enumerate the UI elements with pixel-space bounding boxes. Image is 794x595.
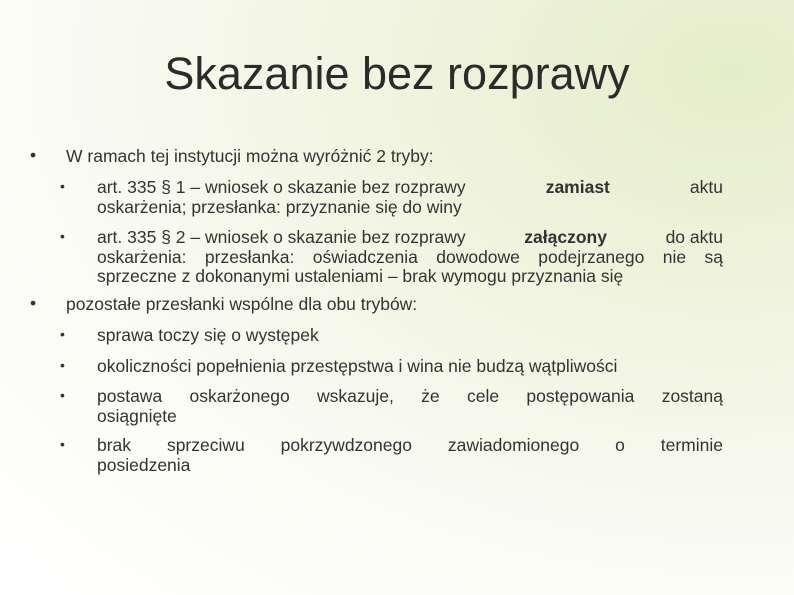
- sub-item-line: [97, 178, 723, 198]
- sub-item-line: postawa oskarżonego wskazuje, że cele postępowania zostaną: [97, 386, 723, 406]
- text-segment: do aktu: [665, 227, 723, 247]
- sub-item-line: [97, 228, 723, 248]
- sub-bullet-icon: •: [60, 436, 65, 452]
- emphasis-text: zamiast: [545, 177, 610, 197]
- bullet-item-tryby: W ramach tej instytucji można wyróżnić 2 tryby:: [66, 146, 434, 166]
- text-segment: art. 335 § 1 – wniosek o skazanie bez rozprawy: [97, 177, 466, 197]
- bullet-item-przeslanki: pozostałe przesłanki wspólne dla obu trybów:: [66, 294, 418, 314]
- text-segment: art. 335 § 2 – wniosek o skazanie bez rozprawy: [97, 227, 466, 247]
- sub-item-line: [97, 436, 723, 456]
- sub-item-line: oskarżenia: przesłanka: oświadczenia dowodowe podejrzanego nie są: [97, 246, 723, 267]
- sub-item-okolicznosci: okoliczności popełnienia przestępstwa i wina nie budzą wątpliwości: [97, 356, 618, 376]
- text-word: zawiadomionego: [447, 435, 580, 455]
- emphasis-text: załączony: [524, 227, 607, 247]
- sub-bullet-icon: •: [60, 178, 65, 194]
- sub-bullet-icon: •: [60, 387, 65, 403]
- sub-item-postawa: [97, 387, 723, 426]
- sub-item-art-335-1: [97, 178, 723, 217]
- text-word: pokrzywdzonego: [280, 435, 412, 455]
- bullet-icon: •: [30, 145, 37, 165]
- sub-item-line: posiedzenia: [97, 454, 191, 475]
- sub-bullet-icon: •: [60, 228, 65, 244]
- text-word: o: [615, 435, 625, 455]
- sub-item-sprzeciw: [97, 436, 723, 475]
- slide-title: Skazanie bez rozprawy: [164, 48, 630, 99]
- sub-item-line: sprzeczne z dokonanymi ustaleniami – brak wymogu przyznania się: [97, 266, 624, 286]
- sub-item-line: osiągnięte: [97, 405, 177, 426]
- sub-bullet-icon: •: [60, 357, 65, 373]
- sub-item-art-335-2: [97, 228, 723, 287]
- text-word: terminie: [660, 435, 723, 455]
- bullet-icon: •: [30, 293, 37, 313]
- sub-item-line: oskarżenia; przesłanka: przyznanie się do winy: [97, 196, 462, 217]
- text-word: sprzeciwu: [166, 435, 245, 455]
- sub-bullet-icon: •: [60, 326, 65, 342]
- sub-item-wystepek: sprawa toczy się o występek: [97, 325, 319, 345]
- text-word: brak: [97, 435, 132, 455]
- text-segment: aktu: [689, 177, 723, 197]
